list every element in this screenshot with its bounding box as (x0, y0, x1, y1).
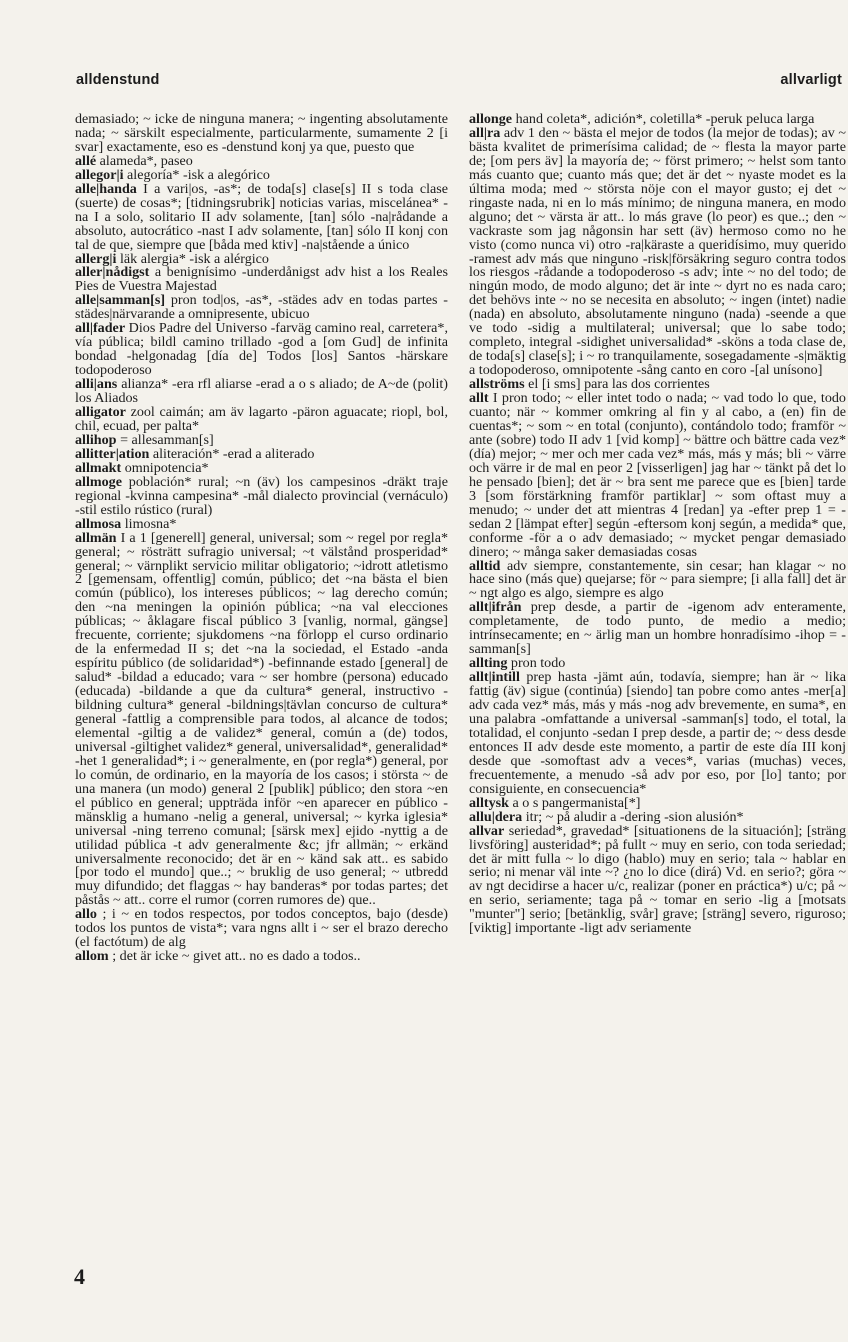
definition-text: alameda*, paseo (99, 152, 193, 169)
headword: allvar (469, 822, 505, 839)
definition-text: Dios Padre del Universo -farväg camino real, carretera*, vía pública; bildl camino trillado -god a [om Gud] de infinita bondad -helgonadag [día de] Todos [los] Santos -härskare todopoderoso (75, 320, 448, 379)
definition-text: läk alergia* -isk a alérgico (120, 250, 269, 267)
definition-text: población* rural; ~n (äv) los campesinos -dräkt traje regional -kvinna campesina* -mål dialecto provincial (vernáculo) -stil estilo rústico (rural) (75, 473, 448, 518)
right-column (469, 113, 846, 1265)
dictionary-entry (75, 113, 448, 155)
dictionary-entry (75, 473, 448, 518)
dictionary-entry (75, 950, 448, 964)
definition-text: alegoría* -isk a alegórico (127, 166, 270, 183)
definition-text: omnipotencia* (124, 459, 209, 476)
dictionary-entry (75, 378, 448, 406)
dictionary-entry (75, 180, 448, 253)
definition-text: adv siempre, constantemente, sin cesar; han klagar ~ no hace sino (más que) quejarse; för ~ para siempre; [i alla fall] det är ~ ngt algo es algo, siempre es algo (469, 557, 846, 602)
headword: allt (469, 390, 489, 407)
definition-text: demasiado; ~ icke de ninguna manera; ~ ingenting absolutamente nada; ~ särskilt especialmente, particularmente, sumamente 2 [i svar] exactamente, eso es -denstund konj ya que, puesto que (75, 113, 448, 155)
definition-text: itr; ~ på aludir a -dering -sion alusión* (525, 808, 744, 825)
definition-text: pron tod|os, -as*, -städes adv en todas partes -städes|närvarande a omnipresente, ubicuo (75, 292, 448, 323)
headword: alligator (75, 404, 126, 421)
headword: alli|ans (75, 376, 118, 393)
left-column (75, 113, 448, 1265)
headword: allt|intill (469, 669, 520, 686)
definition-text: limosna* (124, 515, 177, 532)
headword: allihop (75, 431, 117, 448)
definition-text: I pron todo; ~ eller intet todo o nada; ~ vad todo lo que, todo cuanto; när ~ kommer omkring al fin y al cabo, a (en) fin de cuentas*; ~ som ~ en total (conjunto), contándolo todo; framför ~ ante (sobre) todo II adv 1 [vid komp] ~ bättre och bättre cada vez* (día) mejor; ~ mer och mer cada vez* más, más y más; bli ~ värre och värre ir de mal en peor 2 [visserligen] jag har ~ tänkt på det lo he pensado [bien]; det är ~ bra sent me parece que es [bien] tarde 3 [som förstärkning framför partiklar] ~ som oftast muy a menudo; ~ under det att mientras 4 [redan] ya -efter prep 1 = -sedan 2 [lämpat efter] según -eftersom konj según, a medida* que, conforme -för a o adv demasiado; ~ mycket pengar demasiado dinero; ~ många saker demasiadas cosas (469, 390, 846, 560)
definition-text: I a 1 [generell] general, universal; som ~ regel por regla* general; ~ rösträtt sufragio universal; ~t välstånd prosperidad* general; ~ värnplikt servicio militar obligatorio; ~idrott atletismo 2 [gemensam, offentlig] común, público; det ~na bästa el bien común (público), los intereses públicos; ~ lag derecho común; den ~na meningen la opinión pública; ~na val elecciones públicas; ~ åklagare fiscal público 3 [vanlig, normal, gängse] frecuente, corriente; sjukdomens ~na förlopp el curso ordinario de la enfermedad II s; det ~na la sociedad, el Estado -anda espíritu público (de solidaridad*) -befinnande estado [general] de salud* -bildad a educado; vara ~ ser hombre (persona) educado (educada) -bildande a que da cultura* general, instructivo -bildning cultura* general -bildnings|tävlan concurso de cultura* general -fattlig a comprensible para todos, al alcance de todos; elemental -giltig a de validez* general, común a (de) todos, universal -giltighet validez* general, universalidad*, generalidad* -het 1 generalidad*; i ~ generalmente, en (por regla*) general, por lo común, de ordinario, en la mayoría de los casos; i största ~ de una manera (un modo) general 2 [publik] público; den stora ~en el público en general; uppträda inför ~en aparecer en público -mänsklig a humano -nelig a general, universal; ~ kyrka iglesia* universal -ning terreno comunal; [särsk mex] ejido -nyttig a de utilidad pública -t adv generalmente &c; jfr allmän; ~ erkänd universalmente reconocido; det är en ~ känd sak att.. es sabido [por todo el mundo] que..; ~ bruklig de uso general; ~ utbredd muy difundido; det flaggas ~ hay banderas* por todas partes; det påstås ~ att.. corre el rumor (corren rumores de) que.. (75, 529, 448, 909)
headword: allmakt (75, 459, 122, 476)
headword: allmosa (75, 515, 122, 532)
headword: alle|handa (75, 180, 137, 197)
headword: all|ra (469, 124, 501, 141)
dictionary-entry (469, 822, 846, 937)
dictionary-entry (469, 392, 846, 559)
headword: allströms (469, 376, 525, 393)
headword: allerg|i (75, 250, 117, 267)
dictionary-entry (75, 406, 448, 434)
dictionary-entry (75, 294, 448, 322)
headword: all|fader (75, 320, 126, 337)
definition-text: ; i ~ en todos respectos, por todos conceptos, bajo (desde) todos los puntos de vista*; vara ngns allt i ~ ser el brazo derecho (el factótum) de alg (75, 906, 448, 951)
definition-text: el [i sms] para las dos corrientes (528, 376, 710, 393)
headword: allmän (75, 529, 117, 546)
definition-text: = allesamman[s] (120, 431, 214, 448)
definition-text: a o s pangermanista[*] (512, 794, 641, 811)
definition-text: pron todo (510, 655, 566, 672)
dictionary-entry (469, 124, 846, 379)
headword: allegor|i (75, 166, 124, 183)
headword: aller|nådigst (75, 264, 150, 281)
left-guide-word: alldenstund (76, 72, 160, 88)
definition-text: I a vari|os, -as*; de toda[s] clase[s] II s toda clase (suerte) de cosas*; [tidningsrubrik] noticias varias, miscelánea* -na I a solo, solitario II adv solamente, [tan] sólo -na|rådande a absoluto, autocrático -nast I adv solamente, [tan] sólo II konj con tal de que, siempre que [båda med ktiv] -na|stående a único (75, 180, 448, 253)
headword: alltid (469, 557, 501, 574)
headword: allé (75, 152, 97, 169)
headword: allmoge (75, 473, 122, 490)
dictionary-entry (469, 557, 846, 602)
definition-text: zool caimán; am äv lagarto -päron aguacate; riopl, bol, chil, ecuad, per palta* (75, 404, 448, 434)
dictionary-entry (75, 529, 448, 909)
headword: alltysk (469, 794, 509, 811)
dictionary-entry (469, 601, 846, 657)
definition-text: ; det är icke ~ givet att.. no es dado a todos.. (112, 948, 361, 965)
right-guide-word: allvarligt (780, 72, 842, 88)
dictionary-entry (75, 322, 448, 378)
headword: allu|dera (469, 808, 523, 825)
definition-text: aliteración* -erad a aliterado (152, 445, 315, 462)
definition-text: adv 1 den ~ bästa el mejor de todos (la mejor de todas); av ~ bästa kvalitet de primerísima calidad; de ~ flesta la mayor parte de; [om pers äv] la mayoría de; ~ först primero; ~ helst som tanto más cuanto que; cuanto más que; det är det ~ nyaste modet es la última moda; med ~ största nöje con el mayor gusto; ej det ~ ringaste nada, ni en lo más mínimo; de ninguna manera, en modo alguno; det ~ värsta är att.. lo más grave (lo peor) es que..; den ~ vackraste som jag någonsin har sett (äv) hermoso como no he visto (como nunca vi) otro -ra|käraste a queridísimo, muy querido -ramest adv más que ninguno -risk|försäkring seguro contra todos los riesgos -rådande a todopoderoso -s adv; inte ~ no del todo; de ningún modo, de modo alguno; det är inte ~ dyrt no es nada caro; det behövs inte ~ no se necesita en absoluto; ~ ingen (intet) nadie (nada) en absoluto, absolutamente ninguno (nada) -seende a que ve todo -sidig a multilateral; universal; que lo sabe todo; completo, integral -sidighet universalidad* -sköns a toda clase de, de toda[s] clase[s]; i ~ ro tranquilamente, sosegadamente -s|mäktig a todopoderoso, omnipotente -sång canto en coro -[al unísono] (469, 124, 846, 379)
definition-text: hand coleta*, adición*, coletilla* -peruk peluca larga (515, 113, 815, 127)
dictionary-entry (469, 671, 846, 797)
dictionary-entry (75, 908, 448, 950)
page-number: 4 (74, 1264, 85, 1289)
headword: allitter|ation (75, 445, 150, 462)
dictionary-entry (75, 266, 448, 294)
headword: allo (75, 906, 97, 923)
definition-text: prep desde, a partir de -igenom adv enteramente, completamente, de todo punto, de medio a medio; intrínsecamente; en ~ ärlig man un hombre honradísimo -ihop = -samman[s] (469, 599, 846, 658)
headword: allting (469, 655, 508, 672)
definition-text: seriedad*, gravedad* [situationens de la situación]; [sträng livsföring] austeridad*; på fullt ~ muy en serio, con toda seriedad; det är mitt fulla ~ lo digo (hablo) muy en serio; tala ~ hablar en serio; ni menar väl inte ~? ¿no lo dice (dirá) Vd. en serio?; göra ~ av ngt decidirse a hacer u/c, realizar (poner en práctica*) u/c; på ~ en serio, seriamente; taga på ~ tomar en serio -lig a [motsats "munter"] serio; [betänklig, svår] grave; [sträng] severo, riguroso; [viktig] importante -ligt adv seriamente (469, 822, 846, 937)
headword: alle|samman[s] (75, 292, 166, 309)
definition-text: a benignísimo -underdånigst adv hist a los Reales Pies de Vuestra Majestad (75, 264, 448, 295)
headword: allonge (469, 113, 513, 127)
definition-text: alianza* -era rfl aliarse -erad a o s aliado; de A~de (polit) los Aliados (75, 376, 448, 407)
definition-text: prep hasta -jämt aún, todavía, siempre; han är ~ lika fattig (äv) sigue (continúa) [siendo] tan pobre como antes -mer[a] adv cada vez* más, más y más -nog adv brevemente, en suma*, en una palabra -omfattande a universal -samman[s] todo, el total, la totalidad, el conjunto -sedan I prep desde, a partir de; ~ dess desde entonces II adv desde este momento, a partir de este día III konj desde que -somoftast adv a veces*, varias (muchas) veces, frecuentemente, a menudo -så adv por eso, por [lo] tanto; por consiguiente, en consecuencia* (469, 669, 846, 797)
headword: allom (75, 948, 109, 965)
headword: allt|ifrån (469, 599, 522, 616)
